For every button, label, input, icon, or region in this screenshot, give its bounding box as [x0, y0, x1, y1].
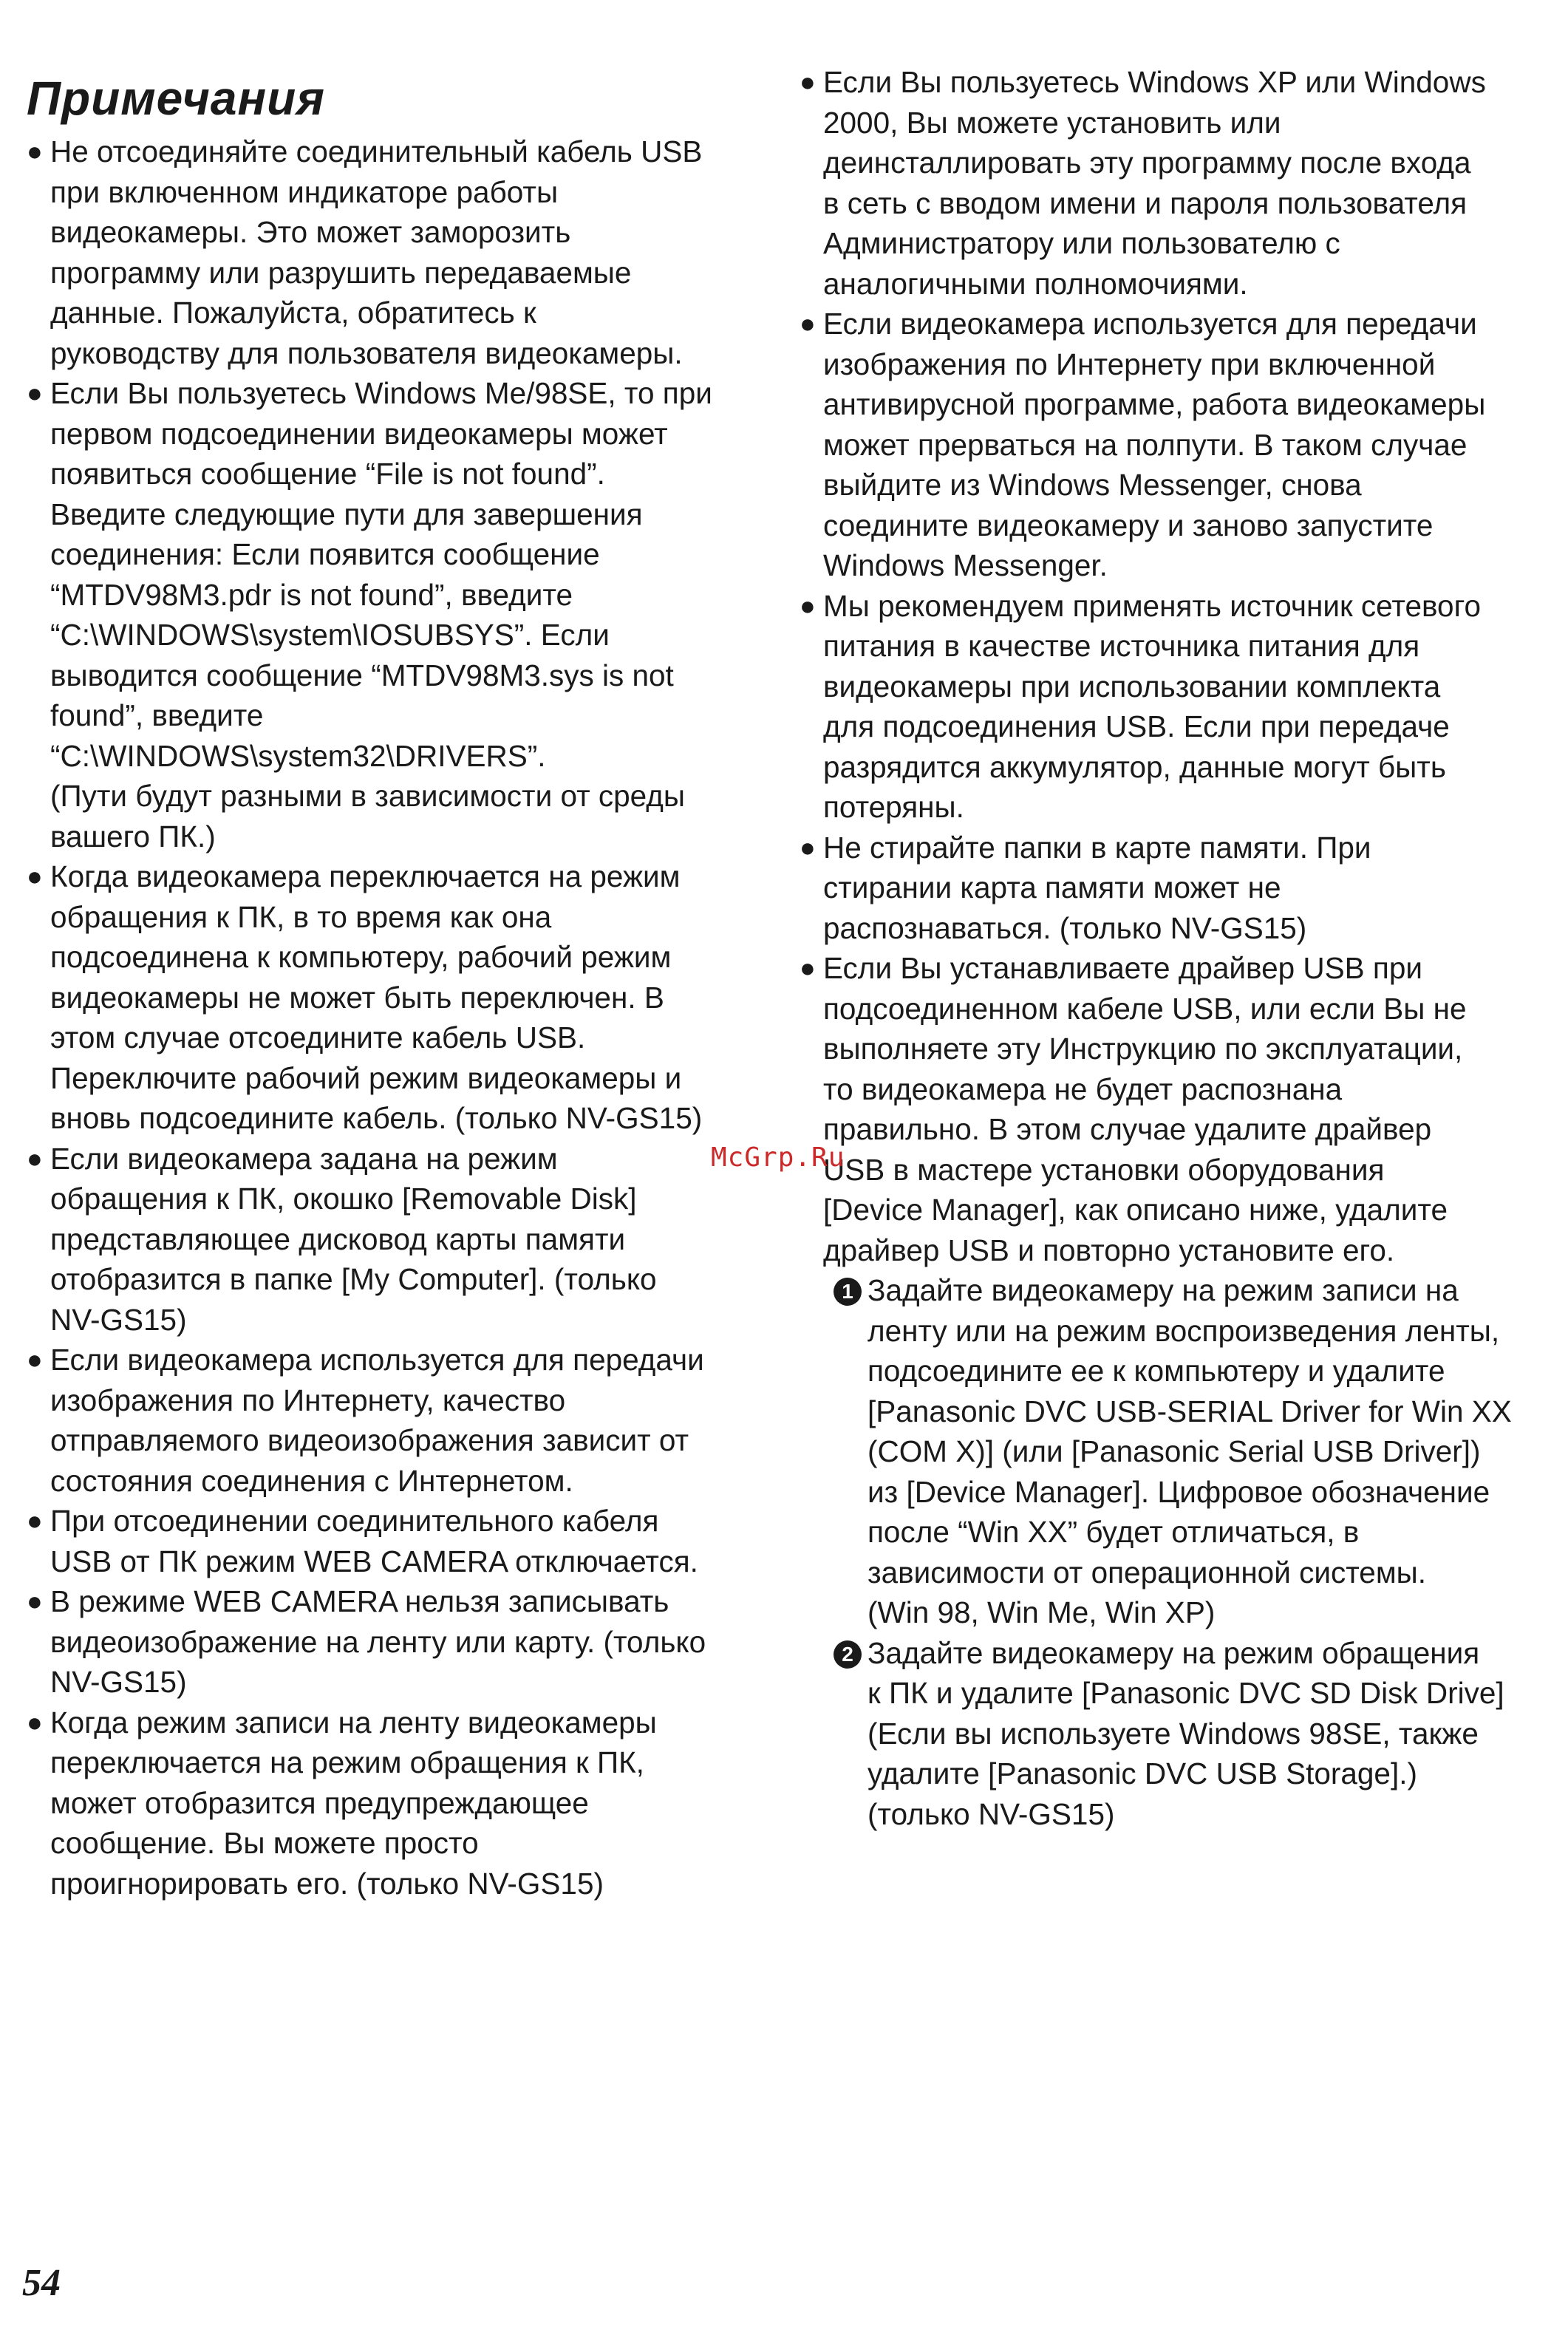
- note-text: Если видеокамера используется для передачи изображения по Интернету при включенной антивирусной программе, работа видеокамеры может прерваться на полпути. В таком случае выйдите из Windows Messenger, снова соедините видеокамеру и заново запустите Windows Messenger.: [823, 307, 1486, 582]
- note-text: Если Вы устанавливаете драйвер USB при подсоединенном кабеле USB, или если Вы не выполняете эту Инструкцию по эксплуатации, то видеокамера не будет распознана правильно. В этом случае удалите драйвер USB в мастере установки оборудования [Device Manager], как описано ниже, удалите драйвер USB и повторно установите его.: [823, 951, 1467, 1267]
- bullet-icon: ●: [27, 1706, 43, 1737]
- bullet-icon: ●: [27, 1344, 43, 1374]
- bullet-icon: ●: [27, 136, 43, 166]
- note-text: Когда видеокамера переключается на режим обращения к ПК, в то время как она подсоединена к компьютеру, рабочий режим видеокамеры не может быть переключен. В этом случае отсоедините кабель USB. Переключите рабочий режим видеокамеры и вновь подсоедините кабель. (только NV-GS15): [50, 859, 703, 1135]
- bullet-icon: ●: [27, 1142, 43, 1173]
- bullet-icon: ●: [27, 1505, 43, 1536]
- page-number: 54: [22, 2262, 61, 2304]
- bullet-icon: ●: [27, 1586, 43, 1616]
- note-text: Если Вы пользуетесь Windows XP или Windows 2000, Вы можете установить или деинсталлировать эту программу после входа в сеть с вводом имени и пароля пользователя Администратору или пользователю с аналогичными полномочиями.: [823, 65, 1486, 301]
- note-text: Когда режим записи на ленту видеокамеры переключается на режим обращения к ПК, может отобразится предупреждающее сообщение. Вы можете просто проигнорировать его. (только NV-GS15): [50, 1705, 657, 1901]
- note-text: Не стирайте папки в карте памяти. При стирании карта памяти может не распознаваться. (только NV-GS15): [823, 830, 1371, 945]
- note-text: Если Вы пользуетесь Windows Me/98SE, то при первом подсоединении видеокамеры может появиться сообщение “File is not found”. Введите следующие пути для завершения соединения: Если появится сообщение “MTDV98M3.pdr is not found”, введите “C:\WINDOWS\system\IOSUBSYS”. Если выводится сообщение “MTDV98M3.sys is not found”, введите “C:\WINDOWS\system32\DRIVERS”. (Пути будут разными в зависимости от среды вашего ПК.): [50, 376, 712, 853]
- note-item: [27, 1581, 766, 1703]
- note-item: [27, 856, 766, 1139]
- step-item: [834, 1633, 1553, 1835]
- note-item: [27, 132, 766, 373]
- step-number-icon: 1: [834, 1278, 862, 1306]
- note-item: [27, 1501, 766, 1581]
- note-text: Мы рекомендуем применять источник сетевого питания в качестве источника питания для видеокамеры при использовании комплекта для подсоединения USB. Если при передаче разрядится аккумулятор, данные могут быть потеряны.: [823, 588, 1481, 824]
- note-text: При отсоединении соединительного кабеля USB от ПК режим WEB CAMERA отключается.: [50, 1504, 698, 1578]
- note-text: Не отсоединяйте соединительный кабель USB при включенном индикаторе работы видеокамеры. Это может заморозить программу или разрушить передаваемые данные. Пожалуйста, обратитесь к руководству для пользователя видеокамеры.: [50, 134, 703, 370]
- step-text: Задайте видеокамеру на режим записи на ленту или на режим воспроизведения ленты, подсоедините ее к компьютеру и удалите [Panasonic DVC USB-SERIAL Driver for Win XX (COM X)] (или [Panasonic Serial USB Driver]) из [Device Manager]. Цифровое обозначение после “Win XX” будет отличаться, в зависимости от операционной системы. (Win 98, Win Me, Win XP): [867, 1273, 1512, 1629]
- bullet-icon: ●: [800, 67, 816, 97]
- note-item: [800, 828, 1553, 949]
- left-column: [27, 132, 766, 1904]
- note-item: [800, 62, 1553, 304]
- bullet-icon: ●: [27, 861, 43, 891]
- step-list: [800, 1270, 1553, 1834]
- bullet-icon: ●: [800, 590, 816, 621]
- note-item: [27, 1703, 766, 1904]
- note-item: [27, 1340, 766, 1501]
- note-item: [27, 1139, 766, 1340]
- note-text: Если видеокамера задана на режим обращения к ПК, окошко [Removable Disk] представляющее дисковод карты памяти отобразится в папке [My Computer]. (только NV-GS15): [50, 1141, 657, 1337]
- note-item: [800, 586, 1553, 828]
- bullet-icon: ●: [800, 953, 816, 983]
- note-item: [800, 304, 1553, 586]
- note-text: Если видеокамера используется для передачи изображения по Интернету, качество отправляемого видеоизображения зависит от состояния соединения с Интернетом.: [50, 1343, 704, 1498]
- note-item: [27, 373, 766, 856]
- step-number-icon: 2: [834, 1640, 862, 1669]
- step-text: Задайте видеокамеру на режим обращения к ПК и удалите [Panasonic DVC SD Disk Drive] (Если вы используете Windows 98SE, также удалите [Panasonic DVC USB Storage].) (только NV-GS15): [867, 1635, 1504, 1831]
- page-title: Примечания: [27, 72, 325, 125]
- watermark: McGrp.Ru: [711, 1142, 845, 1173]
- bullet-icon: ●: [800, 308, 816, 338]
- bullet-icon: ●: [27, 378, 43, 408]
- bullet-icon: ●: [800, 831, 816, 862]
- right-column: [800, 62, 1553, 1834]
- note-text: В режиме WEB CAMERA нельзя записывать видеоизображение на ленту или карту. (только NV-GS15): [50, 1584, 706, 1699]
- step-item: [834, 1270, 1553, 1633]
- note-item: [800, 948, 1553, 1270]
